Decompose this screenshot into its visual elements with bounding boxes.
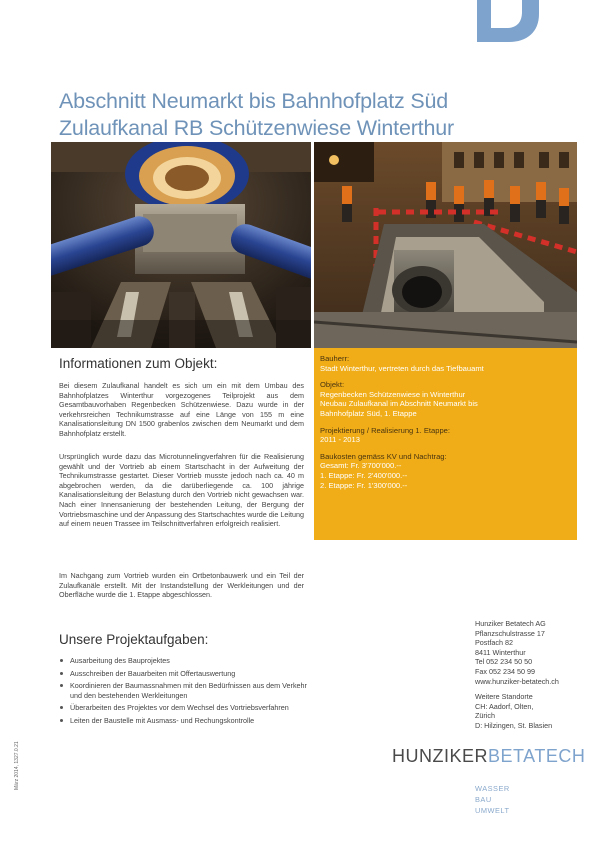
list-item — [59, 716, 309, 726]
objekt-line-3: Bahnhofplatz Süd, 1. Etappe — [320, 408, 417, 418]
tasks-heading: Unsere Projektaufgaben: — [59, 632, 209, 647]
street: Pflanzschulstrasse 17 — [475, 628, 545, 638]
other-location-1: CH: Aadorf, Olten, — [475, 701, 534, 711]
list-item — [59, 656, 309, 666]
objekt-line-2: Neubau Zulaufkanal im Abschnitt Neumarkt bis — [320, 399, 478, 409]
document-date-note: März 2014, 1327.0.21 — [14, 741, 20, 790]
project-facts-box — [314, 348, 577, 540]
city: 8411 Winterthur — [475, 647, 526, 657]
bullet-icon — [60, 706, 63, 709]
projektierung-block — [320, 426, 577, 445]
baukosten-gesamt: Gesamt: Fr. 3'700'000.-- — [320, 461, 402, 471]
task-text: Überarbeiten des Projektes vor dem Wechsel des Vortriebsverfahren — [70, 703, 289, 713]
page-title — [59, 88, 539, 142]
task-text: Ausarbeitung des Bauprojektes — [70, 656, 170, 665]
construction-site-photo — [314, 142, 577, 348]
bullet-icon — [60, 672, 63, 675]
bauherr-block — [320, 354, 577, 373]
bullet-icon — [60, 684, 63, 687]
brand-tagline-1: WASSER — [475, 784, 510, 793]
brand-part-2: BETATECH — [488, 746, 586, 766]
task-text: Koordinieren der Baumassnahmen mit den Bedürfnissen aus dem Verkehr und den bestehenden Werkleitungen — [70, 681, 307, 700]
list-item — [59, 703, 309, 713]
tunnel-machine-photo — [51, 142, 311, 348]
baukosten-label: Baukosten gemäss KV und Nachtrag: — [320, 451, 447, 461]
info-paragraph-3: Im Nachgang zum Vortrieb wurden ein Ortbetonbauwerk und ein Teil der Zulaufkanäle erstellt. Mit der Instandstellung der Werkleitungen und der Oberfläche wurde die 1. Etappe abgeschlossen. — [59, 571, 304, 600]
info-heading: Informationen zum Objekt: — [59, 356, 218, 371]
title-line-2: Zulaufkanal RB Schützenwiese Winterthur — [59, 116, 454, 140]
brand-tagline-2: BAU — [475, 795, 492, 804]
bullet-icon — [60, 719, 63, 722]
baukosten-block — [320, 452, 577, 490]
info-paragraph-1: Bei diesem Zulaufkanal handelt es sich um ein mit dem Umbau des Bahnhofplatzes Winterthur vorgezogenes Teilprojekt aus dem Gesamtbauvorhaben Regenbecken Schützenwiese. Dazu wurde in der verkehrsreichen Technikumstrasse auf eine Länge von 155 m eine Kanalisationsleitung DN 1500 grabenlos zwischen dem Neumarkt und dem Bahnhofplatz erstellt. — [59, 381, 304, 438]
brand-tagline — [475, 783, 510, 816]
projektierung-value: 2011 - 2013 — [320, 435, 360, 445]
info-paragraph-2: Ursprünglich wurde dazu das Microtunnelingverfahren für die Realisierung gewählt und der Vortrieb ab einem Startschacht in der Aufweitung der Technikumstrasse gestartet. Dieser Vortrieb musste jedoch nach ca. 40 m abgebrochen werden, da die darüberliegende ca. 100 jährige Kanalisationsleitung der Belastung durch den Vortrieb nicht gewachsen war. Nach einer Innensanierung der bestehenden Leitung, der Bergung der Vortriebsmaschine und der Anpassung des Startschachtes wurde die Leitung auf einem neuen Trassee im Teilschnittverfahren erfolgreich realisiert. — [59, 452, 304, 529]
title-line-1: Abschnitt Neumarkt bis Bahnhofplatz Süd — [59, 89, 448, 113]
brand-part-1: HUNZIKER — [392, 746, 489, 766]
baukosten-etappe-2: 2. Etappe: Fr. 1'300'000.-- — [320, 480, 408, 490]
objekt-label: Objekt: — [320, 380, 345, 390]
task-text: Ausschreiben der Bauarbeiten mit Offertauswertung — [70, 668, 236, 678]
list-item — [59, 681, 309, 700]
other-location-3: D: Hilzingen, St. Blasien — [475, 720, 553, 730]
company-name: Hunziker Betatech AG — [475, 619, 546, 628]
bullet-icon — [60, 659, 63, 662]
brand-tagline-3: UMWELT — [475, 806, 510, 815]
website-link[interactable]: www.hunziker-betatech.ch — [475, 676, 559, 686]
tasks-list — [59, 656, 309, 729]
list-item — [59, 669, 309, 679]
objekt-line-1: Regenbecken Schützenwiese in Winterthur — [320, 389, 466, 399]
contact-block — [475, 619, 585, 731]
other-locations-label: Weitere Standorte — [475, 692, 533, 702]
fax: Fax 052 234 50 99 — [475, 666, 535, 676]
postbox: Postfach 82 — [475, 638, 513, 648]
projektierung-label: Projektierung / Realisierung 1. Etappe: — [320, 425, 451, 435]
bauherr-value: Stadt Winterthur, vertreten durch das Tiefbauamt — [320, 363, 484, 373]
bauherr-label: Bauherr: — [320, 354, 350, 363]
baukosten-etappe-1: 1. Etappe: Fr. 2'400'000.-- — [320, 470, 408, 480]
task-text: Leiten der Baustelle mit Ausmass- und Rechungskontrolle — [70, 715, 255, 725]
brand-logo — [392, 745, 586, 767]
logo-mark-icon — [477, 0, 539, 42]
objekt-block — [320, 380, 577, 418]
other-location-2: Zürich — [475, 711, 495, 721]
phone: Tel 052 234 50 50 — [475, 657, 533, 667]
